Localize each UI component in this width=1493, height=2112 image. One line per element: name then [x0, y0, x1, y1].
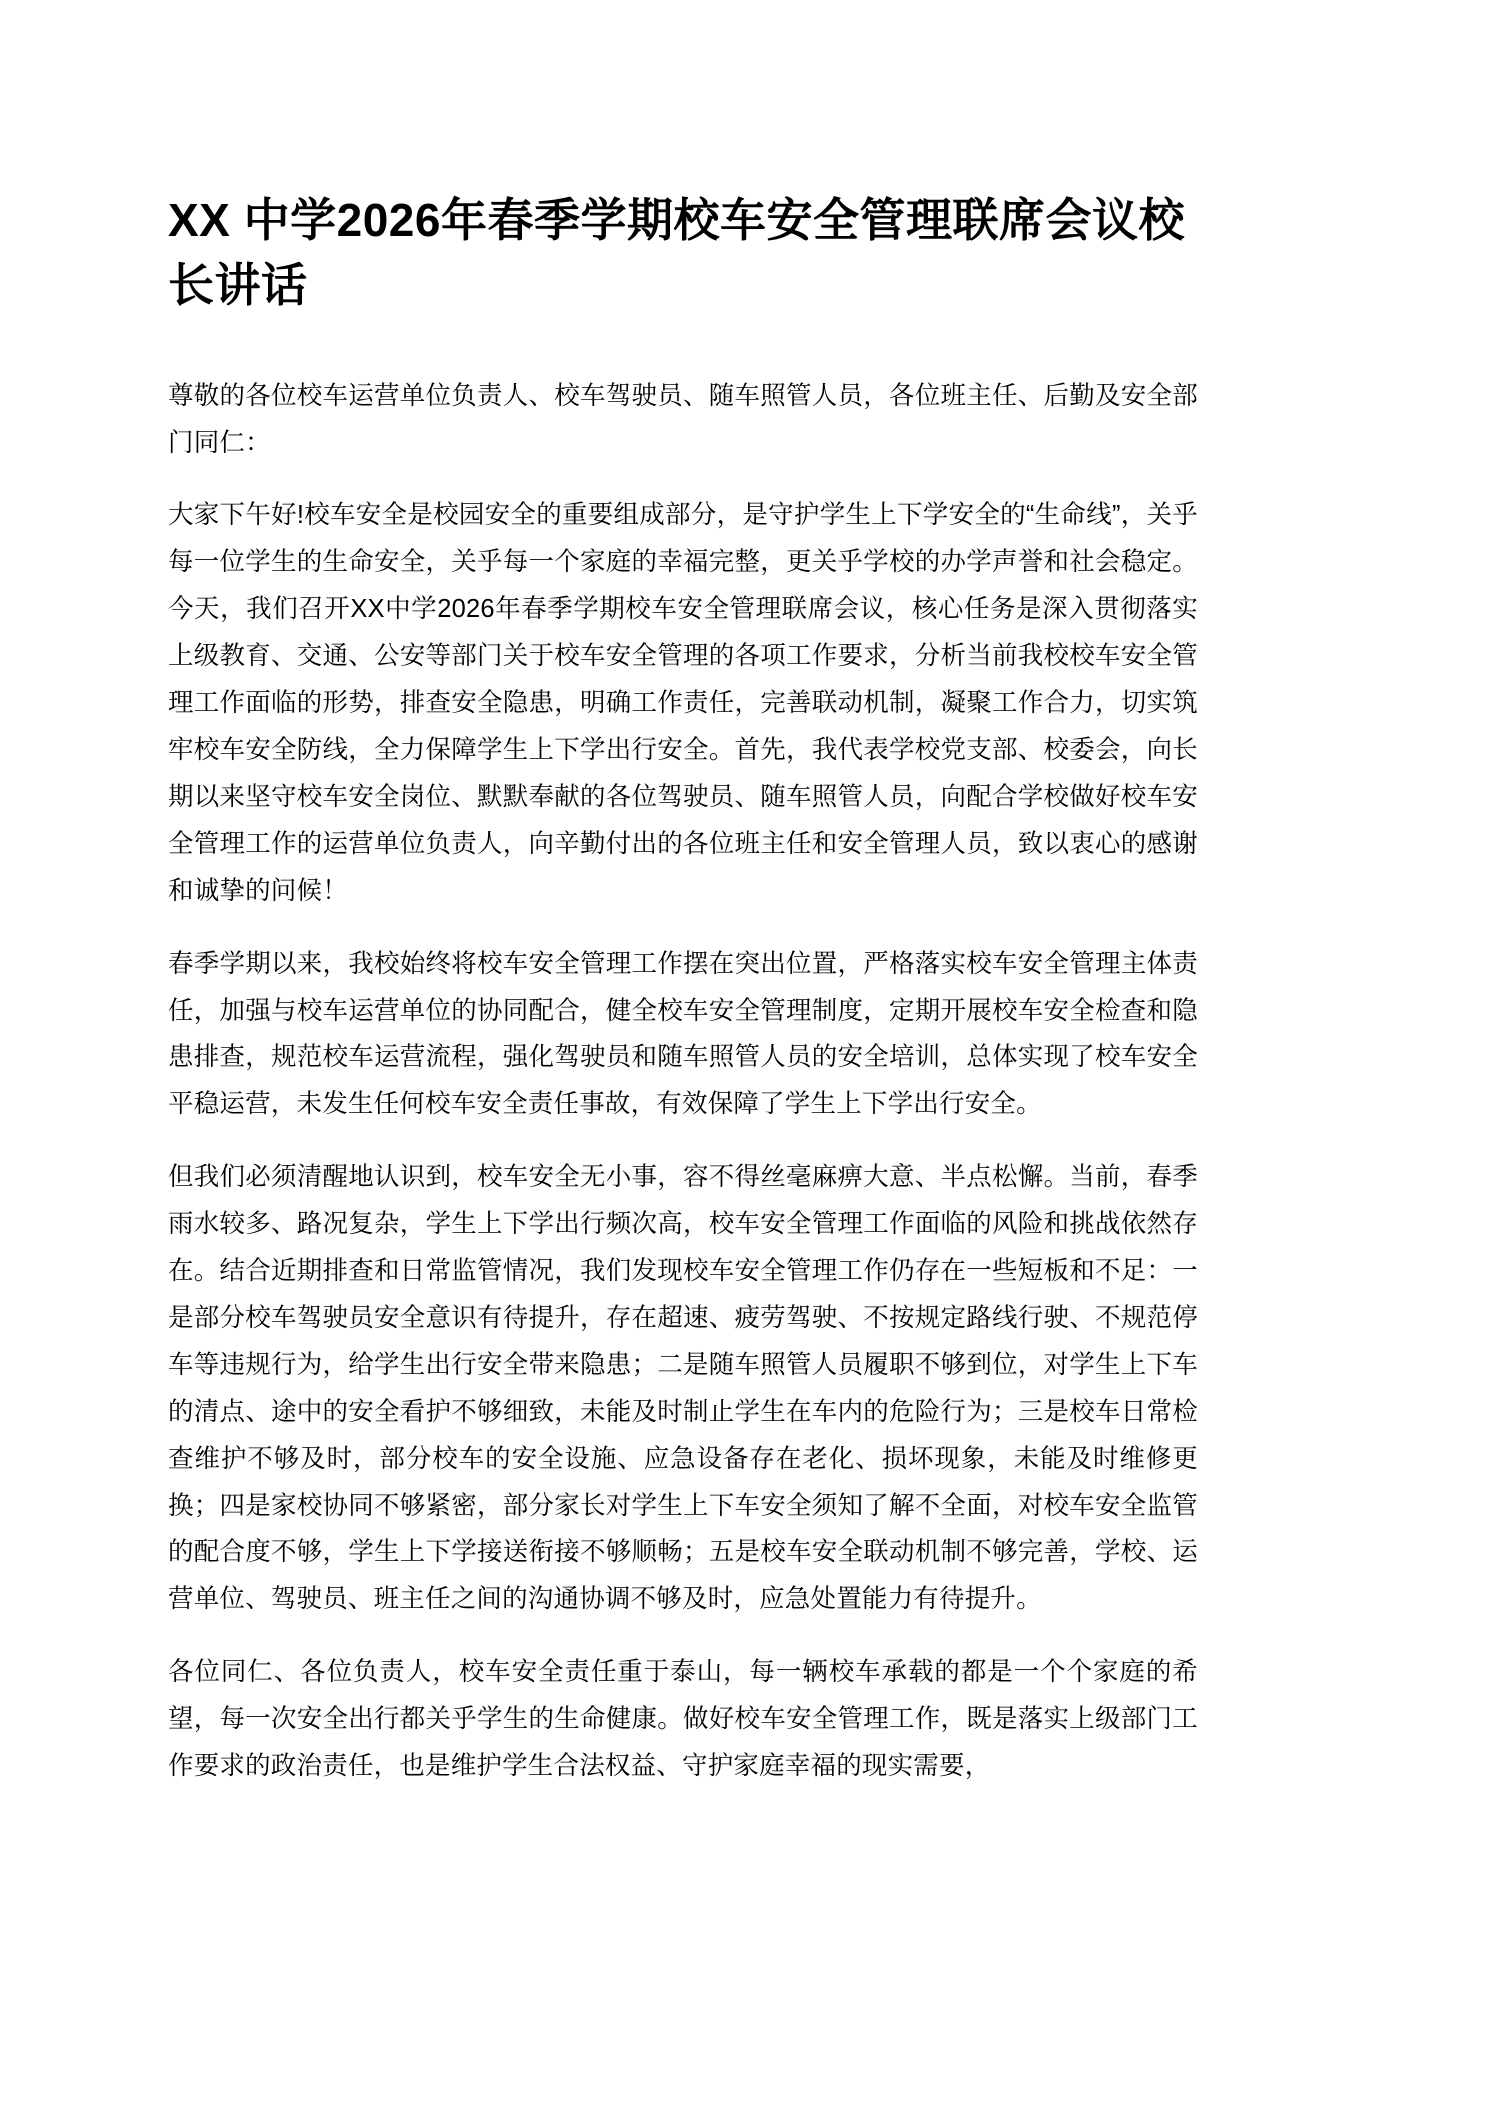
paragraph-problems: 但我们必须清醒地认识到，校车安全无小事，容不得丝毫麻痹大意、半点松懈。当前，春季雨水较多、路况复杂，学生上下学出行频次高，校车安全管理工作面临的风险和挑战依然存在。结合近期排查和日常监管情况，我们发现校车安全管理工作仍存在一些短板和不足：一是部分校车驾驶员安全意识有待提升，存在超速、疲劳驾驶、不按规定路线行驶、不规范停车等违规行为，给学生出行安全带来隐患；二是随车照管人员履职不够到位，对学生上下车的清点、途中的安全看护不够细致，未能及时制止学生在车内的危险行为；三是校车日常检查维护不够及时，部分校车的安全设施、应急设备存在老化、损坏现象，未能及时维修更换；四是家校协同不够紧密，部分家长对学生上下车安全须知了解不全面，对校车安全监管的配合度不够，学生上下学接送衔接不够顺畅；五是校车安全联动机制不够完善，学校、运营单位、驾驶员、班主任之间的沟通协调不够及时，应急处置能力有待提升。 — [168, 1163, 1198, 1614]
document-body — [168, 373, 1198, 1790]
paragraph-review: 春季学期以来，我校始终将校车安全管理工作摆在突出位置，严格落实校车安全管理主体责任，加强与校车运营单位的协同配合，健全校车安全管理制度，定期开展校车安全检查和隐患排查，规范校车运营流程，强化驾驶员和随车照管人员的安全培训，总体实现了校车安全平稳运营，未发生任何校车安全责任事故，有效保障了学生上下学出行安全。 — [168, 949, 1198, 1119]
page-title: XX 中学2026年春季学期校车安全管理联席会议校长讲话 — [168, 194, 1185, 312]
paragraph-opening: 大家下午好!校车安全是校园安全的重要组成部分，是守护学生上下学安全的“生命线”，关乎每一位学生的生命安全，关乎每一个家庭的幸福完整，更关乎学校的办学声誉和社会稳定。今天，我们召开XX中学2026年春季学期校车安全管理联席会议，核心任务是深入贯彻落实上级教育、交通、公安等部门关于校车安全管理的各项工作要求，分析当前我校校车安全管理工作面临的形势，排查安全隐患，明确工作责任，完善联动机制，凝聚工作合力，切实筑牢校车安全防线，全力保障学生上下学出行安全。首先，我代表学校党支部、校委会，向长期以来坚守校车安全岗位、默默奉献的各位驾驶员、随车照管人员，向配合学校做好校车安全管理工作的运营单位负责人，向辛勤付出的各位班主任和安全管理人员，致以衷心的感谢和诚挚的问候！ — [168, 501, 1198, 905]
paragraph-closing: 各位同仁、各位负责人，校车安全责任重于泰山，每一辆校车承载的都是一个个家庭的希望，每一次安全出行都关乎学生的生命健康。做好校车安全管理工作，既是落实上级部门工作要求的政治责任，也是维护学生合法权益、守护家庭幸福的现实需要， — [168, 1658, 1198, 1781]
paragraph-salutation: 尊敬的各位校车运营单位负责人、校车驾驶员、随车照管人员，各位班主任、后勤及安全部门同仁： — [168, 381, 1198, 457]
